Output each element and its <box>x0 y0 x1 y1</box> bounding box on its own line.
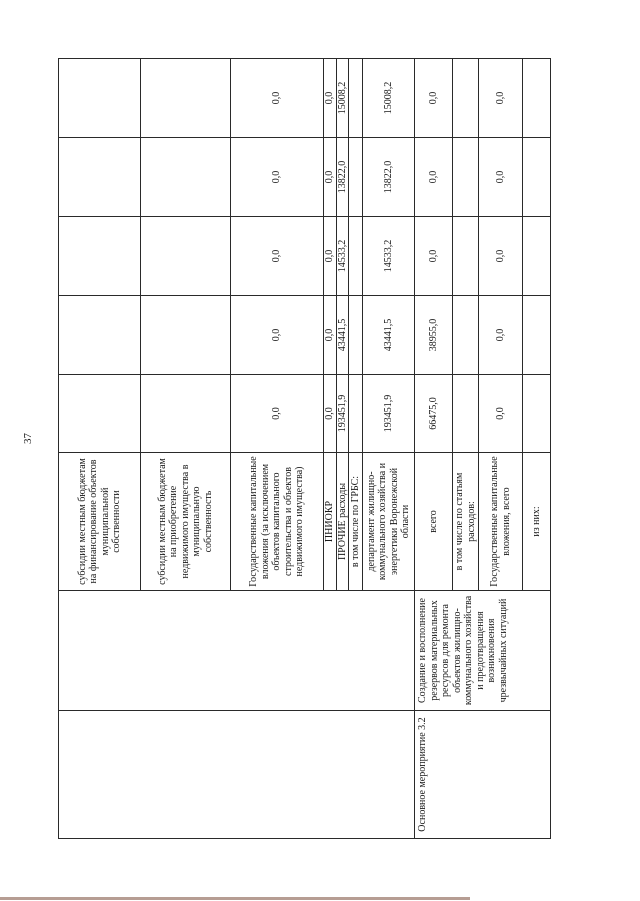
row-label: ПРОЧИЕ расходы <box>336 453 349 591</box>
value-cell <box>453 296 479 375</box>
empty-type-cell <box>59 711 415 839</box>
value-cell <box>349 138 363 217</box>
empty-name-cell <box>59 591 415 711</box>
value-cell: 43441,5 <box>363 296 415 375</box>
value-cell: 0,0 <box>231 375 324 453</box>
value-cell <box>523 217 551 296</box>
value-cell: 13822,0 <box>363 138 415 217</box>
value-cell <box>349 375 363 453</box>
row-label: субсидии местным бюджетам на финансирование объектов муниципальной собственности <box>59 453 141 591</box>
value-cell: 0,0 <box>324 296 337 375</box>
value-cell: 0,0 <box>231 59 324 138</box>
value-cell: 0,0 <box>324 138 337 217</box>
row-label: из них: <box>523 453 551 591</box>
value-cell: 193451,9 <box>363 375 415 453</box>
value-cell: 13822,0 <box>336 138 349 217</box>
value-cell: 15008,2 <box>336 59 349 138</box>
value-cell: 14533,2 <box>363 217 415 296</box>
scan-edge-line <box>0 897 470 900</box>
budget-table <box>58 58 551 839</box>
value-cell <box>349 217 363 296</box>
value-cell <box>523 296 551 375</box>
row-label: Государственные капитальные вложения, всего <box>479 453 523 591</box>
value-cell <box>523 375 551 453</box>
value-cell <box>453 59 479 138</box>
value-cell: 0,0 <box>324 217 337 296</box>
value-cell <box>453 217 479 296</box>
row-label: ПНИОКР <box>324 453 337 591</box>
value-cell: 43441,5 <box>336 296 349 375</box>
row-label: Государственные капитальные вложения (за исключением объектов капитального строительства и объектов недвижимого имущества) <box>231 453 324 591</box>
value-cell <box>141 296 231 375</box>
row-label: субсидии местным бюджетам на приобретение недвижимого имущества в муниципальную собственность <box>141 453 231 591</box>
table-row <box>415 59 453 839</box>
value-cell <box>453 375 479 453</box>
row-label: в том числе по ГРБС: <box>349 453 363 591</box>
value-cell: 15008,2 <box>363 59 415 138</box>
value-cell <box>141 138 231 217</box>
value-cell <box>141 217 231 296</box>
value-cell <box>523 59 551 138</box>
value-cell: 0,0 <box>415 59 453 138</box>
row-label: департамент жилищно-коммунального хозяйства и энергетики Воронежской области <box>363 453 415 591</box>
row-label: в том числе по статьям расходов: <box>453 453 479 591</box>
table-row <box>59 59 141 839</box>
activity-name-cell: Создание и восполнение резервов материальных ресурсов для ремонта объектов жилищно-коммунального хозяйства и предотвращения возникновения чрезвычайных ситуаций <box>415 591 551 711</box>
value-cell: 0,0 <box>479 217 523 296</box>
rotated-page-content <box>58 59 548 839</box>
value-cell: 0,0 <box>231 296 324 375</box>
value-cell: 0,0 <box>231 217 324 296</box>
value-cell <box>59 59 141 138</box>
value-cell <box>349 296 363 375</box>
value-cell: 38955,0 <box>415 296 453 375</box>
value-cell: 0,0 <box>479 138 523 217</box>
value-cell <box>453 138 479 217</box>
value-cell: 66475,0 <box>415 375 453 453</box>
value-cell: 0,0 <box>415 138 453 217</box>
value-cell <box>59 138 141 217</box>
value-cell <box>59 375 141 453</box>
value-cell <box>141 59 231 138</box>
value-cell: 14533,2 <box>336 217 349 296</box>
value-cell <box>349 59 363 138</box>
value-cell: 0,0 <box>324 59 337 138</box>
value-cell <box>141 375 231 453</box>
value-cell: 193451,9 <box>336 375 349 453</box>
value-cell: 0,0 <box>415 217 453 296</box>
row-label: всего <box>415 453 453 591</box>
value-cell: 0,0 <box>479 296 523 375</box>
value-cell <box>59 296 141 375</box>
page-number: 37 <box>22 433 34 444</box>
value-cell <box>523 138 551 217</box>
activity-type-cell: Основное мероприятие 3.2 <box>415 711 551 839</box>
value-cell: 0,0 <box>479 375 523 453</box>
value-cell: 0,0 <box>324 375 337 453</box>
value-cell: 0,0 <box>479 59 523 138</box>
value-cell: 0,0 <box>231 138 324 217</box>
value-cell <box>59 217 141 296</box>
